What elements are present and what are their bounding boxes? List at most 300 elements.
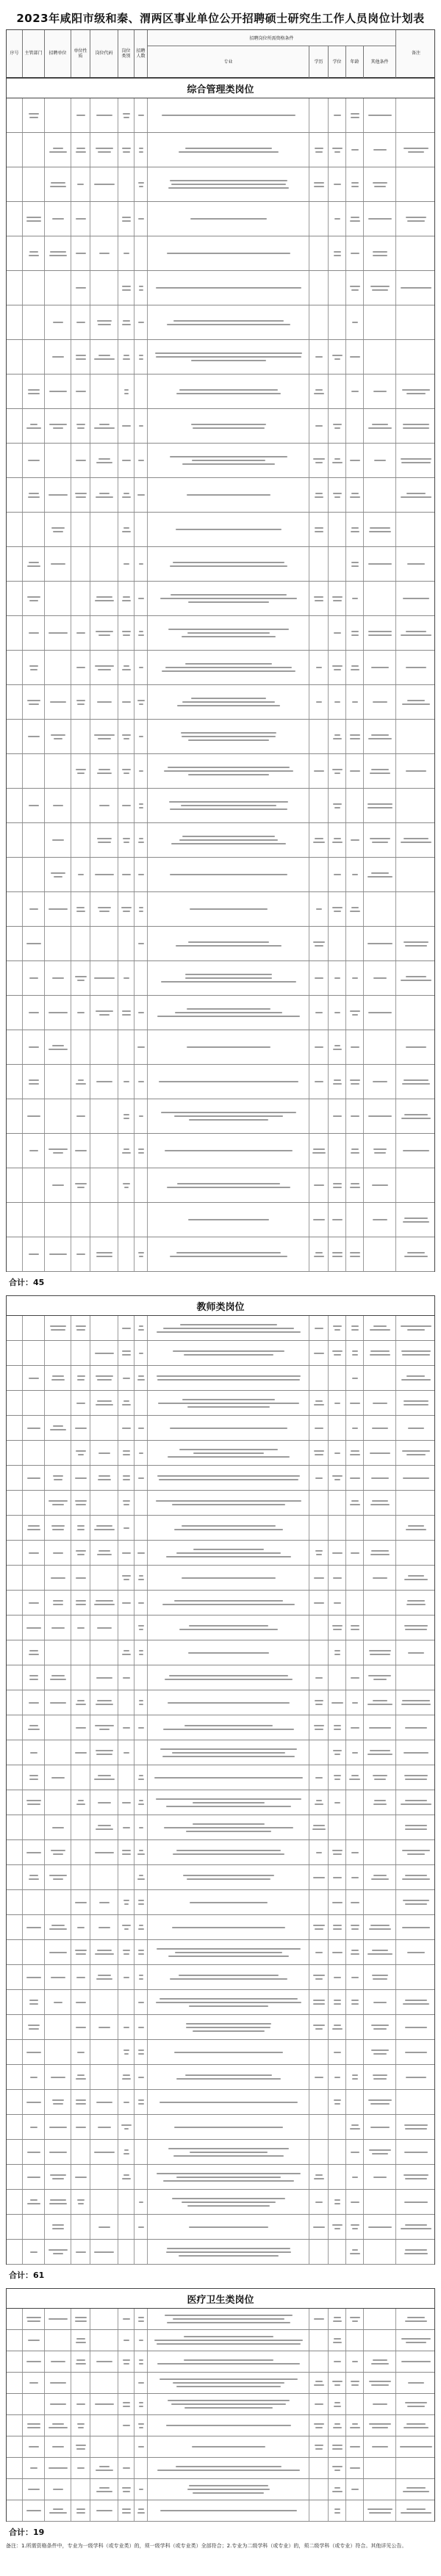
text-line: [179, 151, 278, 153]
text-line: [405, 2000, 426, 2001]
header-req-group: 招聘岗位所需资格条件: [148, 30, 396, 46]
text-line: [138, 598, 144, 599]
text-line: [52, 1504, 65, 1505]
text-line: [96, 1600, 114, 1602]
text-line: [122, 600, 131, 601]
text-line: [314, 1256, 325, 1257]
text-line: [156, 356, 301, 358]
text-line: [368, 807, 392, 808]
table-cell-divider: [7, 1341, 396, 1365]
text-line: [351, 2000, 359, 2001]
table-row: [7, 1566, 434, 1591]
text-line: [176, 1850, 281, 1851]
text-line: [168, 187, 290, 189]
text-line: [51, 1675, 65, 1676]
text-line: [76, 2448, 85, 2450]
table-cell-divider: [7, 1168, 396, 1202]
text-line: [351, 217, 360, 218]
text-line: [139, 2363, 144, 2365]
table-row: [7, 2190, 434, 2215]
text-line: [315, 1928, 323, 1930]
text-line: [332, 665, 343, 667]
text-line: [332, 1902, 343, 1903]
text-line: [350, 1079, 360, 1081]
text-line: [77, 1379, 85, 1381]
table-row: [7, 1940, 434, 1965]
text-line: [371, 667, 389, 668]
text-line: [351, 1046, 359, 1048]
text-line: [96, 1256, 112, 1257]
text-line: [316, 1800, 323, 1801]
text-line: [49, 2427, 67, 2428]
text-line: [351, 117, 359, 118]
text-line: [168, 767, 289, 768]
table-row: [7, 1366, 434, 1391]
text-line: [406, 2487, 426, 2489]
text-line: [371, 2384, 389, 2386]
text-line: [351, 562, 359, 563]
text-line: [350, 770, 360, 772]
text-line: [76, 322, 85, 323]
text-line: [96, 2510, 113, 2511]
text-line: [94, 2251, 114, 2253]
text-line: [94, 2152, 114, 2153]
text-line: [174, 1115, 282, 1117]
text-line: [51, 527, 64, 529]
text-line: [52, 218, 65, 220]
text-line: [123, 1475, 129, 1477]
text-line: [97, 1400, 112, 1402]
text-line: [332, 907, 343, 908]
header-no: 序号: [7, 30, 23, 77]
text-line: [77, 2467, 84, 2469]
text-line: [51, 182, 65, 184]
text-line: [26, 427, 41, 429]
text-line: [139, 907, 144, 908]
table-row: [7, 1616, 434, 1640]
text-line: [373, 1403, 388, 1404]
text-line: [369, 1650, 392, 1651]
text-line: [138, 2423, 144, 2425]
text-line: [53, 2103, 64, 2105]
text-line: [123, 1118, 129, 1119]
text-line: [351, 839, 359, 841]
text-line: [373, 701, 387, 703]
text-line: [333, 803, 341, 805]
text-line: [28, 1729, 40, 1730]
text-line: [406, 2077, 426, 2078]
text-line: [138, 634, 144, 636]
text-line: [334, 1045, 341, 1046]
text-line: [368, 631, 391, 632]
text-line: [53, 427, 62, 429]
header-remark: 备注: [411, 51, 420, 57]
text-line: [122, 1552, 131, 1554]
text-line: [97, 1554, 112, 1555]
text-line: [165, 2315, 292, 2316]
text-line: [369, 2423, 390, 2425]
text-line: [408, 1525, 423, 1527]
text-line: [49, 1952, 67, 1953]
text-line: [76, 2099, 85, 2101]
text-line: [139, 1975, 144, 1976]
text-line: [99, 493, 110, 494]
text-line: [137, 700, 144, 701]
text-line: [351, 1629, 359, 1630]
text-line: [370, 1452, 391, 1454]
text-line: [401, 1803, 431, 1805]
text-line: [76, 355, 86, 356]
text-line: [138, 2099, 145, 2101]
text-line: [351, 1953, 359, 1955]
text-line: [315, 600, 323, 601]
text-line: [95, 1725, 114, 1726]
text-line: [26, 2361, 41, 2362]
text-line: [408, 2382, 424, 2384]
text-line: [334, 2099, 342, 2101]
table-row: [7, 1915, 434, 1940]
text-line: [138, 1803, 145, 1805]
text-line: [373, 2074, 388, 2076]
text-line: [351, 2124, 359, 2126]
text-line: [368, 1115, 392, 1117]
text-line: [334, 2228, 341, 2229]
text-line: [161, 1112, 297, 1113]
text-line: [373, 2028, 387, 2030]
text-line: [315, 1477, 323, 1479]
text-line: [157, 1016, 300, 1017]
text-line: [78, 1800, 84, 1801]
text-line: [351, 2201, 359, 2203]
text-line: [123, 355, 130, 356]
text-line: [50, 701, 66, 703]
text-line: [373, 1219, 387, 1220]
text-line: [187, 1008, 270, 1010]
text-line: [315, 151, 323, 153]
table-row: [7, 444, 434, 478]
text-line: [166, 2251, 292, 2253]
text-line: [49, 1012, 68, 1013]
text-line: [122, 324, 132, 325]
text-line: [182, 463, 274, 465]
text-line: [29, 1779, 38, 1780]
text-line: [352, 1350, 359, 1352]
text-line: [315, 945, 323, 947]
text-line: [404, 2427, 429, 2428]
text-line: [96, 496, 114, 498]
text-line: [315, 2174, 323, 2176]
text-line: [53, 1604, 63, 1605]
text-line: [403, 424, 429, 425]
text-line: [186, 2027, 270, 2028]
text-line: [405, 2402, 426, 2403]
text-line: [50, 1325, 66, 1327]
text-line: [167, 2248, 290, 2249]
text-line: [332, 1850, 343, 1851]
text-line: [373, 182, 388, 184]
text-line: [406, 393, 425, 394]
text-line: [53, 1600, 63, 1602]
text-line: [332, 1552, 343, 1554]
text-line: [96, 1081, 113, 1082]
text-line: [332, 462, 342, 463]
text-line: [315, 148, 323, 149]
text-line: [334, 358, 341, 360]
text-line: [334, 2077, 341, 2078]
text-line: [373, 1700, 387, 1701]
text-line: [29, 2382, 37, 2384]
text-line: [351, 182, 358, 184]
text-line: [52, 356, 64, 358]
text-line: [406, 2423, 425, 2425]
table-row: [7, 1740, 434, 1765]
text-line: [351, 2152, 359, 2153]
text-line: [334, 977, 340, 979]
text-line: [334, 2199, 340, 2201]
text-line: [138, 1428, 144, 1429]
text-line: [30, 2467, 37, 2469]
text-line: [404, 2174, 429, 2176]
text-line: [404, 1079, 429, 1081]
text-line: [164, 770, 293, 772]
text-line: [29, 562, 39, 563]
text-line: [163, 1328, 295, 1329]
text-line: [185, 2074, 272, 2076]
header-post-code: 岗位代码: [90, 30, 118, 77]
text-line: [333, 1928, 341, 1930]
text-line: [373, 2403, 388, 2405]
text-line: [372, 2446, 389, 2447]
text-line: [407, 220, 426, 222]
text-line: [27, 700, 40, 701]
text-line: [52, 1184, 63, 1186]
text-line: [368, 218, 392, 220]
text-line: [314, 2178, 325, 2179]
text-line: [27, 2203, 40, 2204]
text-line: [176, 945, 281, 947]
text-line: [139, 838, 143, 839]
text-line: [352, 1354, 358, 1356]
header-major: 专业: [148, 46, 309, 79]
text-line: [50, 1702, 65, 1704]
text-line: [122, 1014, 130, 1016]
text-line: [124, 1928, 129, 1930]
text-line: [351, 634, 358, 636]
text-line: [138, 2320, 144, 2322]
text-line: [187, 1406, 270, 1408]
text-line: [54, 738, 63, 739]
text-line: [187, 2205, 269, 2207]
text-line: [369, 2381, 390, 2382]
text-line: [27, 565, 40, 567]
text-line: [403, 2491, 429, 2492]
text-line: [351, 1148, 359, 1150]
text-line: [370, 1750, 391, 1751]
text-line: [184, 1354, 273, 1356]
text-line: [97, 1700, 112, 1701]
text-line: [29, 600, 38, 601]
text-line: [404, 1625, 427, 1627]
text-line: [334, 773, 340, 774]
text-line: [315, 527, 323, 529]
subtotal-teacher: 合计：61: [9, 2271, 45, 2280]
text-line: [170, 874, 287, 875]
text-line: [138, 2103, 144, 2105]
text-line: [333, 1925, 341, 1926]
table-cell-divider: [7, 133, 396, 167]
text-line: [334, 1775, 340, 1776]
text-line: [334, 1754, 340, 1755]
text-line: [49, 1049, 68, 1050]
text-line: [351, 1500, 359, 1502]
text-line: [52, 1045, 64, 1046]
text-line: [407, 1853, 424, 1855]
text-line: [350, 738, 359, 739]
text-line: [139, 563, 143, 565]
text-line: [76, 1550, 87, 1552]
text-line: [76, 1600, 86, 1602]
text-line: [139, 2201, 143, 2203]
text-line: [315, 1046, 323, 1048]
text-line: [95, 1353, 115, 1354]
text-line: [76, 2127, 87, 2128]
table-row: [7, 409, 434, 444]
text-line: [94, 1529, 114, 1530]
text-line: [170, 808, 287, 810]
text-line: [350, 2427, 361, 2428]
text-line: [332, 1475, 343, 1477]
text-line: [123, 977, 129, 979]
table-row: [7, 1030, 434, 1065]
text-line: [315, 1777, 322, 1779]
text-line: [76, 1083, 85, 1085]
text-line: [350, 1252, 360, 1253]
text-line: [76, 911, 85, 912]
text-line: [368, 1704, 392, 1705]
text-line: [401, 2338, 431, 2340]
text-line: [179, 2255, 279, 2257]
text-line: [139, 1875, 144, 1876]
text-line: [334, 632, 341, 634]
text-line: [29, 1675, 38, 1676]
table-row: [7, 720, 434, 754]
text-line: [192, 2446, 265, 2447]
text-line: [123, 738, 129, 739]
text-line: [52, 2099, 64, 2101]
text-line: [50, 2403, 65, 2405]
text-line: [76, 1253, 85, 1255]
text-line: [334, 2003, 341, 2005]
text-line: [76, 1504, 87, 1505]
table-row: [7, 1965, 434, 1990]
text-line: [138, 1953, 144, 1955]
text-line: [96, 2102, 113, 2103]
text-line: [160, 598, 296, 599]
text-line: [401, 462, 431, 463]
section-title-teacher: 教师类岗位: [6, 1295, 435, 1316]
text-line: [139, 736, 143, 737]
table-row: [7, 305, 434, 340]
text-line: [406, 1454, 425, 1455]
text-line: [405, 945, 427, 947]
text-line: [26, 1627, 41, 1629]
text-line: [122, 1654, 132, 1655]
text-line: [402, 1354, 430, 1356]
text-line: [139, 1325, 143, 1327]
table-row: [7, 2373, 434, 2394]
text-line: [77, 1012, 85, 1013]
text-line: [49, 2318, 68, 2320]
text-line: [99, 1902, 110, 1903]
text-line: [332, 2445, 342, 2446]
text-line: [138, 874, 143, 875]
text-line: [334, 2512, 340, 2514]
text-line: [316, 701, 322, 703]
text-line: [96, 1677, 112, 1679]
section-title-admin: 综合管理类岗位: [6, 78, 435, 98]
medical-table: [6, 2309, 435, 2522]
text-line: [26, 217, 40, 218]
text-line: [187, 632, 269, 634]
text-line: [170, 1428, 287, 1429]
text-line: [138, 1579, 145, 1580]
text-line: [75, 2177, 86, 2178]
text-line: [139, 770, 143, 772]
text-line: [123, 911, 130, 912]
text-line: [315, 1803, 324, 1805]
text-line: [27, 1428, 40, 1429]
text-line: [182, 701, 275, 703]
text-line: [161, 981, 297, 983]
text-line: [28, 2489, 40, 2490]
text-line: [334, 2103, 340, 2105]
text-line: [190, 908, 268, 910]
header-degree: 学位: [329, 46, 346, 79]
text-line: [52, 1529, 65, 1530]
text-line: [182, 1525, 276, 1527]
text-line: [372, 1950, 387, 1951]
text-line: [193, 1802, 265, 1803]
text-line: [52, 2228, 65, 2229]
text-line: [124, 1187, 129, 1188]
text-line: [50, 2199, 67, 2201]
text-line: [170, 565, 287, 567]
text-line: [368, 563, 392, 565]
text-line: [53, 1878, 63, 1880]
text-line: [314, 1353, 323, 1354]
text-line: [351, 1852, 359, 1853]
text-line: [51, 1977, 65, 1978]
text-line: [173, 1853, 285, 1855]
text-line: [407, 700, 424, 701]
table-row: [7, 2415, 434, 2436]
text-line: [184, 2407, 272, 2409]
table-row: [7, 1466, 434, 1491]
text-line: [95, 600, 114, 601]
text-line: [351, 669, 360, 670]
text-line: [98, 2226, 110, 2228]
text-line: [30, 1752, 38, 1754]
text-line: [159, 2102, 298, 2103]
text-line: [187, 1046, 270, 1048]
text-line: [76, 632, 86, 634]
text-line: [76, 1115, 85, 1117]
text-line: [139, 151, 143, 153]
text-line: [76, 287, 87, 289]
text-line: [49, 2512, 67, 2514]
text-line: [159, 1998, 298, 2000]
text-line: [373, 2359, 388, 2361]
